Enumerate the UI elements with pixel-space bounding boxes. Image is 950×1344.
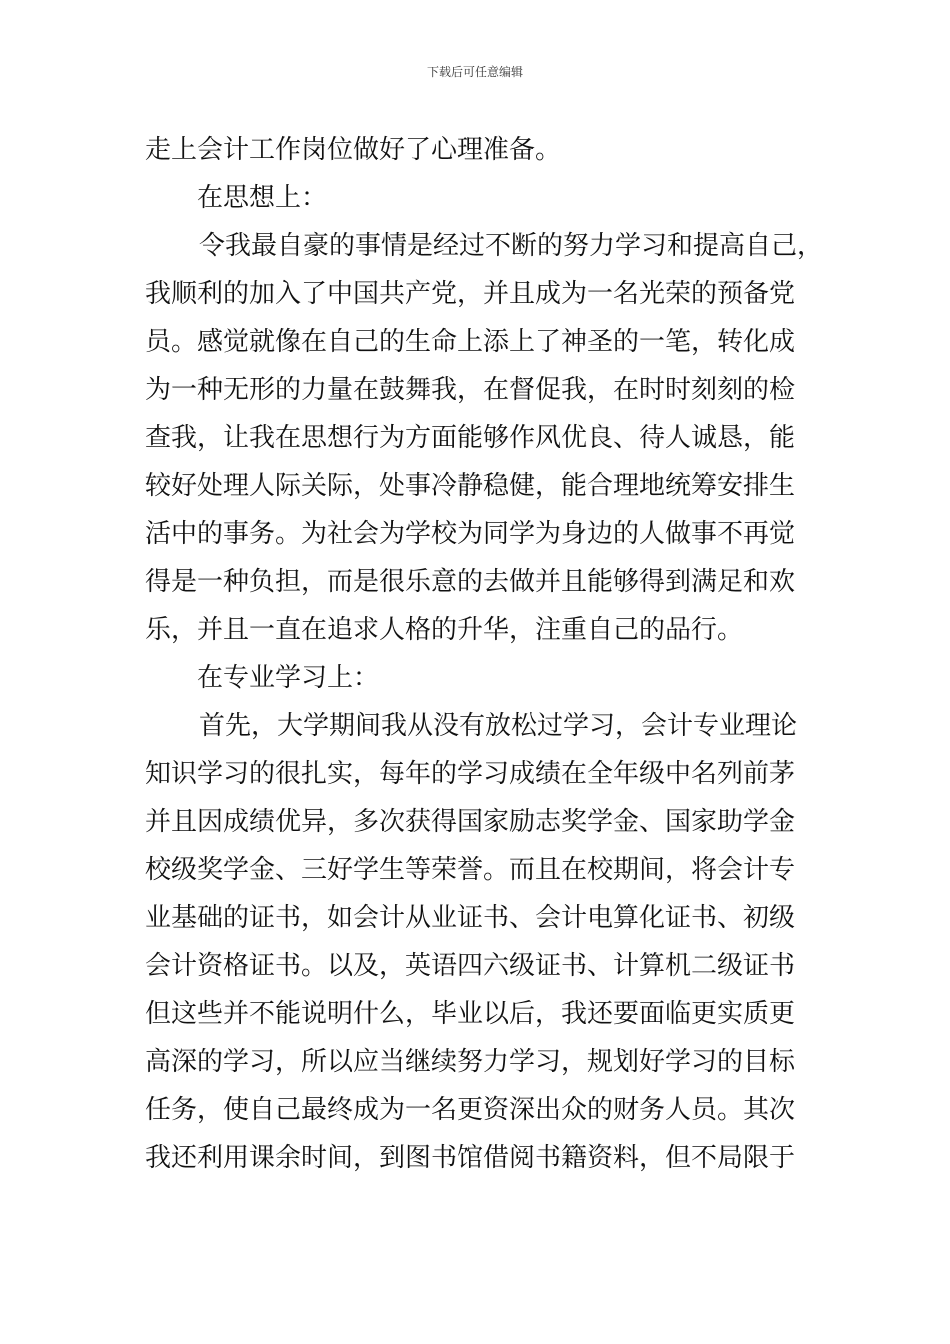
text-line: 我还利用课余时间，到图书馆借阅书籍资料，但不局限于 xyxy=(145,1143,796,1173)
text-line: 并且因成绩优异，多次获得国家励志奖学金、国家助学金 xyxy=(145,807,796,837)
text-line: 校级奖学金、三好学生等荣誉。而且在校期间，将会计专 xyxy=(145,855,796,885)
text-line: 为一种无形的力量在鼓舞我，在督促我，在时时刻刻的检 xyxy=(145,375,796,405)
section-heading-study: 在专业学习上： xyxy=(197,663,380,693)
text-line: 活中的事务。为社会为学校为同学为身边的人做事不再觉 xyxy=(145,519,796,549)
text-line: 会计资格证书。以及，英语四六级证书、计算机二级证书 xyxy=(145,951,796,981)
text-line: 首先，大学期间我从没有放松过学习，会计专业理论 xyxy=(199,711,798,741)
text-line: 乐，并且一直在追求人格的升华，注重自己的品行。 xyxy=(145,615,744,645)
text-line: 得是一种负担，而是很乐意的去做并且能够得到满足和欢 xyxy=(145,567,796,597)
section-heading-thought: 在思想上： xyxy=(197,183,328,213)
text-line: 但这些并不能说明什么，毕业以后，我还要面临更实质更 xyxy=(145,999,796,1029)
text-line: 走上会计工作岗位做好了心理准备。 xyxy=(145,135,562,165)
text-line: 员。感觉就像在自己的生命上添上了神圣的一笔，转化成 xyxy=(145,327,796,357)
text-line: 令我最自豪的事情是经过不断的努力学习和提高自己， xyxy=(199,231,824,261)
document-body xyxy=(145,126,825,1182)
text-line: 知识学习的很扎实，每年的学习成绩在全年级中名列前茅 xyxy=(145,759,796,789)
text-line: 我顺利的加入了中国共产党，并且成为一名光荣的预备党 xyxy=(145,279,796,309)
text-line: 业基础的证书，如会计从业证书、会计电算化证书、初级 xyxy=(145,903,796,933)
text-line: 较好处理人际关际，处事冷静稳健，能合理地统筹安排生 xyxy=(145,471,796,501)
text-line: 查我，让我在思想行为方面能够作风优良、待人诚恳，能 xyxy=(145,423,796,453)
page-header-note: 下载后可任意编辑 xyxy=(426,65,523,79)
text-line: 高深的学习，所以应当继续努力学习，规划好学习的目标 xyxy=(145,1047,796,1077)
text-line: 任务，使自己最终成为一名更资深出众的财务人员。其次 xyxy=(145,1095,796,1125)
